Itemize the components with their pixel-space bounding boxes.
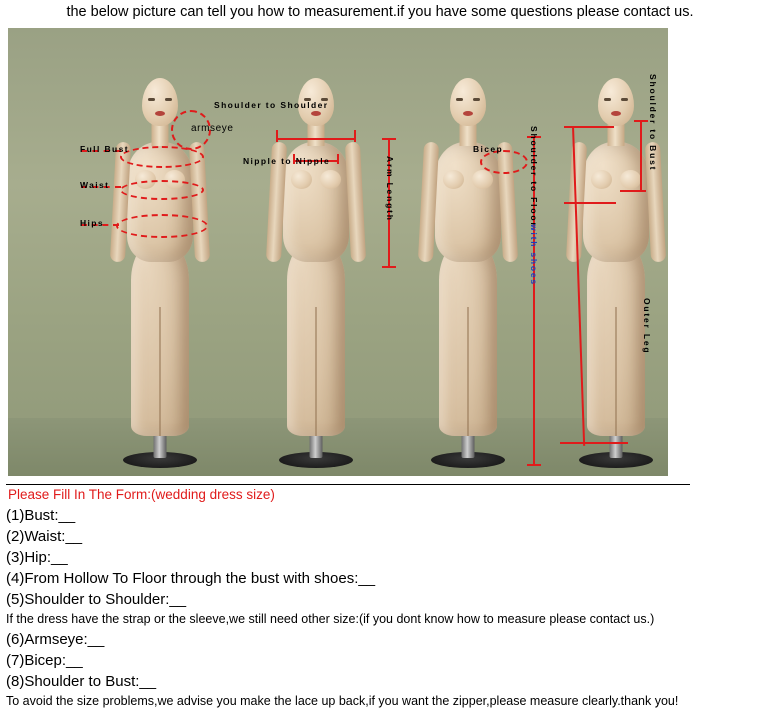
- top-instruction-text: the below picture can tell you how to measurement.if you have some questions please contact us.: [66, 4, 694, 20]
- bust-right: [472, 170, 493, 189]
- nipple-to-nipple-tick-right: [337, 154, 339, 164]
- hips-ellipse: [116, 214, 208, 238]
- measurement-diagram: [8, 28, 668, 476]
- form-item-bust: (1)Bust:__: [6, 507, 76, 524]
- lips-icon: [463, 111, 473, 116]
- head: [598, 78, 634, 126]
- label-hips: Hips: [80, 218, 105, 228]
- form-item-bicep: (7)Bicep:__: [6, 652, 83, 669]
- arm-length-tick-top: [382, 138, 396, 140]
- label-shoulder-to-floor: Shoulder to Floor: [529, 126, 539, 228]
- shoulder-to-bust-line: [640, 120, 642, 192]
- label-outer-leg: Outer Leg: [642, 298, 652, 355]
- shoulder-to-shoulder-tick-left: [276, 130, 278, 142]
- bust-left: [443, 170, 464, 189]
- measurement-form-list: [6, 505, 754, 711]
- mannequin-legs: [131, 240, 189, 436]
- eye-right-icon: [165, 98, 172, 101]
- arm-right: [345, 142, 366, 263]
- mannequin-figure-3: [408, 38, 528, 468]
- form-note-bottom: To avoid the size problems,we advise you make the lace up back,if you want the zipper,please measure clearly.thank you!: [6, 694, 679, 708]
- label-full-bust: Full Bust: [80, 144, 129, 154]
- label-nipple-to-nipple: Nipple to Nipple: [243, 156, 331, 166]
- head: [450, 78, 486, 126]
- lips-icon: [155, 111, 165, 116]
- eye-left-icon: [604, 98, 611, 101]
- mannequin-legs: [287, 240, 345, 436]
- outer-leg-tick-bottom: [560, 442, 628, 444]
- outer-leg-tick-top: [564, 126, 614, 128]
- form-item-shoulder-to-shoulder: (5)Shoulder to Shoulder:__: [6, 591, 187, 608]
- form-item-shoulder-to-bust: (8)Shoulder to Bust:__: [6, 673, 157, 690]
- bust-right: [320, 170, 341, 189]
- label-armseye: armseye: [191, 123, 234, 134]
- shoulder-to-shoulder-line: [276, 138, 356, 140]
- shoulder-to-floor-tick-bottom: [527, 464, 541, 466]
- bust-left: [291, 170, 312, 189]
- eye-right-icon: [621, 98, 628, 101]
- label-arm-length: Arm Length: [385, 156, 395, 222]
- head: [142, 78, 178, 126]
- form-item-waist: (2)Waist:__: [6, 528, 83, 545]
- mannequin-figure-1: [100, 38, 220, 468]
- label-shoulder-to-shoulder: Shoulder to Shoulder: [214, 100, 329, 110]
- bust-left: [591, 170, 612, 189]
- label-bicep: Bicep: [473, 144, 504, 154]
- mannequin-legs: [439, 240, 497, 436]
- label-with-shoes: with shoes: [529, 224, 539, 286]
- form-title: Please Fill In The Form:(wedding dress size): [8, 487, 275, 502]
- label-shoulder-to-bust: Shoulder to Bust: [648, 74, 658, 172]
- form-item-hollow-to-floor: (4)From Hollow To Floor through the bust with shoes:__: [6, 570, 376, 587]
- section-divider: [6, 484, 690, 485]
- shoulder-to-shoulder-tick-right: [354, 130, 356, 142]
- form-note-middle: If the dress have the strap or the sleeve,we still need other size:(if you dont know how to measure please contact us.): [6, 612, 655, 626]
- mannequin-legs: [587, 240, 645, 436]
- label-waist: Waist: [80, 180, 110, 190]
- eye-left-icon: [456, 98, 463, 101]
- eye-left-icon: [148, 98, 155, 101]
- bust-right: [620, 170, 641, 189]
- arm-length-tick-bottom: [382, 266, 396, 268]
- form-item-hip: (3)Hip:__: [6, 549, 68, 566]
- waist-ellipse: [120, 180, 204, 200]
- lips-icon: [311, 111, 321, 116]
- eye-right-icon: [473, 98, 480, 101]
- shoulder-to-bust-tick-top: [634, 120, 648, 122]
- form-item-armseye: (6)Armseye:__: [6, 631, 105, 648]
- lips-icon: [611, 111, 621, 116]
- waist-ref-line-figure-4: [564, 202, 616, 204]
- shoulder-to-bust-tick-bottom: [620, 190, 646, 192]
